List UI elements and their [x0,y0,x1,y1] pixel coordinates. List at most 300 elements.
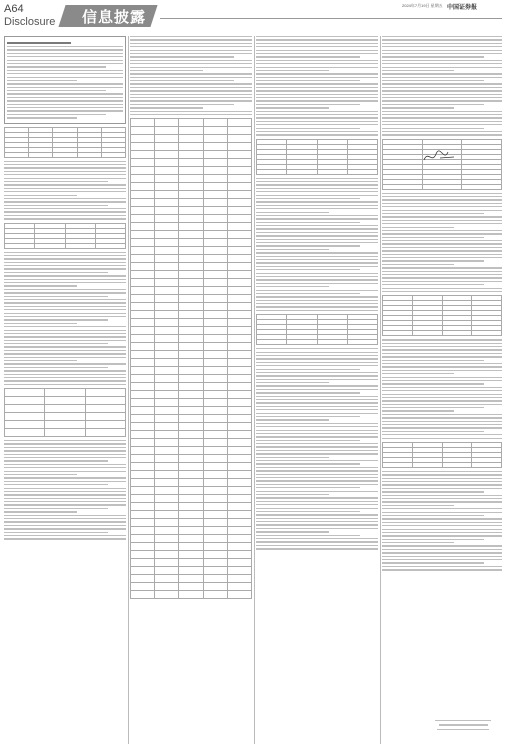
text-line [4,528,126,529]
text-line [382,267,502,268]
table-cell [227,423,251,431]
table-cell [155,127,179,135]
text-line [7,46,123,47]
table-cell [227,319,251,327]
table-cell [131,311,155,319]
text-line [256,97,378,98]
text-line [382,240,502,241]
table-cell [131,583,155,591]
table-cell [5,152,29,157]
table-cell [155,175,179,183]
table-cell [203,583,227,591]
page-header [0,0,506,34]
text-line [382,552,502,553]
text-line [4,511,77,512]
table-cell [287,340,317,345]
text-line [130,63,252,64]
table-cell [227,407,251,415]
text-line [382,532,502,533]
text-line [256,548,378,549]
table-cell [383,462,413,467]
table-cell [155,423,179,431]
table-cell [179,447,203,455]
text-line [382,264,454,265]
text-line [382,498,502,499]
text-line [4,501,126,502]
table-cell [227,215,251,223]
text-line [4,292,126,293]
table-cell [5,397,45,405]
table-cell [462,184,502,189]
text-line [4,191,126,192]
table-cell [179,327,203,335]
text-line [256,460,378,461]
page-code: A64 [4,3,24,15]
text-line [382,260,484,261]
text-line [4,380,126,381]
text-line [4,167,126,168]
table-cell [179,359,203,367]
text-line [382,206,502,207]
text-line [382,100,502,101]
text-line [382,53,502,54]
table-cell [227,503,251,511]
table-cell [203,183,227,191]
table-cell [155,191,179,199]
text-line [256,352,378,353]
text-line [382,529,502,530]
table-cell [131,351,155,359]
text-line [382,94,502,95]
text-line [256,87,378,88]
table-cell [179,151,203,159]
table-cell [203,207,227,215]
text-line [382,410,454,411]
table-cell [155,415,179,423]
text-line [4,268,126,269]
text-line [256,222,360,223]
table-cell [131,151,155,159]
text-line [382,199,502,200]
text-line [256,262,378,263]
text-line [7,53,123,54]
table-cell [179,383,203,391]
table-cell [155,463,179,471]
text-line [382,36,502,37]
text-line [4,370,126,371]
table-cell [131,431,155,439]
large-data-table [130,118,252,599]
text-line [7,93,123,94]
table-cell [227,151,251,159]
table-cell [131,215,155,223]
text-line [256,128,360,129]
table-row [131,175,252,183]
text-line [256,369,360,370]
text-line [256,50,378,51]
text-line [4,302,126,303]
text-line [4,205,108,206]
text-line [256,453,378,454]
text-line [256,208,378,209]
table-cell [155,519,179,527]
text-line [382,203,502,204]
table-cell [85,405,125,413]
table-cell [131,207,155,215]
text-line [382,535,502,536]
text-line [382,128,484,129]
table-row [131,319,252,327]
table-cell [45,405,85,413]
table-cell [203,527,227,535]
table-cell [227,479,251,487]
table-cell [203,455,227,463]
table-row [131,391,252,399]
text-line [256,497,378,498]
table-cell [203,303,227,311]
text-line [256,446,378,447]
text-line [4,467,126,468]
table-cell [155,551,179,559]
text-line [382,383,484,384]
text-line [382,243,502,244]
table-cell [203,279,227,287]
text-line [7,100,123,101]
table-cell [227,359,251,367]
table-row [131,503,252,511]
table-cell [257,340,287,345]
text-line [256,121,378,122]
table-cell [131,359,155,367]
table-cell [179,127,203,135]
text-line [382,60,502,61]
table-cell [227,511,251,519]
table-cell [85,429,125,437]
table-cell [155,183,179,191]
text-line [256,528,378,529]
table-cell [227,367,251,375]
table-cell [203,479,227,487]
table-cell [227,127,251,135]
table-cell [227,287,251,295]
table-row [5,243,126,248]
table-cell [179,567,203,575]
text-line [382,380,502,381]
table-row [131,439,252,447]
table-cell [179,143,203,151]
text-line [256,249,329,250]
table-cell [45,389,85,397]
table-cell [203,559,227,567]
text-line [256,385,378,386]
text-line [382,39,502,40]
table-cell [131,127,155,135]
table-cell [155,231,179,239]
table-row [131,471,252,479]
text-line [382,274,502,275]
table-cell [347,169,377,174]
text-line [4,535,126,536]
text-line [130,67,252,68]
table-cell [203,167,227,175]
table-row [131,183,252,191]
table-row [131,151,252,159]
text-line [256,396,378,397]
table-row [131,479,252,487]
text-line [382,346,502,347]
text-line [382,400,502,401]
text-line [382,46,502,47]
text-line [256,416,360,417]
text-line [382,397,502,398]
table-cell [131,543,155,551]
text-line [4,211,126,212]
text-line [256,436,378,437]
table-cell [383,331,413,336]
text-line [4,323,77,324]
table-cell [131,447,155,455]
text-line [256,514,378,515]
text-line [4,346,126,347]
table-cell [131,223,155,231]
table-cell [203,135,227,143]
table-cell [203,247,227,255]
table-cell [227,199,251,207]
table-row [131,279,252,287]
text-line [4,299,126,300]
text-line [130,36,252,37]
text-line [130,94,252,95]
body-text [4,252,126,386]
table-cell [131,527,155,535]
text-line [4,343,108,344]
text-line [256,77,378,78]
table-cell [179,303,203,311]
table-cell [179,263,203,271]
text-line [256,276,378,277]
table-cell [179,583,203,591]
table-cell [227,255,251,263]
text-line [256,181,378,182]
table-cell [85,421,125,429]
table-cell [29,152,53,157]
text-line [256,225,378,226]
text-line [256,239,378,240]
text-line [382,67,502,68]
table-cell [179,455,203,463]
text-line [256,36,378,37]
text-line [382,390,502,391]
table-cell [179,271,203,279]
text-line [382,250,502,251]
table-cell [179,407,203,415]
table-cell [203,487,227,495]
table-cell [179,463,203,471]
table-cell [203,215,227,223]
text-line [130,100,252,101]
table-cell [85,389,125,397]
table-cell [179,519,203,527]
table-cell [179,287,203,295]
text-line [382,257,502,258]
table-cell [179,319,203,327]
body-text [4,161,126,220]
text-line [256,215,378,216]
table-cell [155,575,179,583]
table-cell [179,279,203,287]
text-line [382,491,484,492]
table-cell [179,167,203,175]
text-line [256,440,360,441]
table-row [131,399,252,407]
text-line [256,413,378,414]
table-cell [203,159,227,167]
text-line [256,114,378,115]
table-cell [179,575,203,583]
table-cell [155,343,179,351]
table-cell [203,287,227,295]
text-line [256,494,329,495]
text-line [256,205,378,206]
table-cell [179,527,203,535]
text-line [256,419,329,420]
table-cell [179,175,203,183]
table-cell [203,511,227,519]
text-line [7,70,123,71]
table-cell [179,207,203,215]
table-cell [227,223,251,231]
table-cell [227,551,251,559]
table-cell [227,431,251,439]
table-cell [227,231,251,239]
table-row [383,462,502,467]
text-line [256,73,378,74]
data-table [256,314,378,345]
table-cell [131,439,155,447]
text-line [130,77,252,78]
table-cell [131,415,155,423]
table-row [131,383,252,391]
text-line [4,316,126,317]
table-cell [155,567,179,575]
text-line [4,171,126,172]
table-cell [5,243,35,248]
table-cell [227,415,251,423]
table-cell [203,551,227,559]
text-line [256,457,329,458]
text-line [256,80,360,81]
header-rule [160,18,502,19]
table-cell [155,367,179,375]
text-line [256,252,378,253]
table-cell [179,591,203,599]
text-line [256,389,378,390]
table-cell [155,439,179,447]
section-title-en: Disclosure [4,16,56,28]
table-cell [179,375,203,383]
text-line [256,104,360,105]
table-cell [5,429,45,437]
text-line [256,212,329,213]
text-line [130,114,252,115]
text-line [4,289,126,290]
text-line [7,107,123,108]
table-cell [227,263,251,271]
text-line [4,296,108,297]
table-row [131,191,252,199]
text-line [4,374,126,375]
table-cell [155,335,179,343]
table-cell [155,479,179,487]
text-line [4,491,126,492]
text-line [256,100,378,101]
table-cell [179,495,203,503]
text-line [256,218,378,219]
table-row [131,167,252,175]
table-cell [155,455,179,463]
text-line [256,358,378,359]
table-cell [155,159,179,167]
table-cell [203,223,227,231]
table-row [131,423,252,431]
table-row [131,255,252,263]
text-line [256,362,378,363]
table-cell [131,335,155,343]
table-cell [131,295,155,303]
table-cell [227,135,251,143]
text-line [256,266,378,267]
table-cell [179,351,203,359]
text-line [4,350,126,351]
text-line [382,97,502,98]
text-line [256,541,378,542]
table-row [131,495,252,503]
table-cell [227,383,251,391]
table-cell [227,183,251,191]
table-row [257,340,378,345]
table-cell [227,583,251,591]
text-line [382,227,454,228]
table-cell [203,567,227,575]
text-line [4,464,126,465]
text-line [382,474,502,475]
table-cell [155,583,179,591]
text-line [382,230,502,231]
text-line [382,471,502,472]
table-cell [131,231,155,239]
table-cell [179,231,203,239]
text-line [256,191,378,192]
table-cell [203,327,227,335]
text-line [4,504,126,505]
text-line [256,256,378,257]
text-line [130,83,252,84]
table-cell [179,335,203,343]
table-cell [179,311,203,319]
table-row [131,287,252,295]
text-line [4,255,126,256]
data-table [4,223,126,249]
table-cell [155,527,179,535]
text-line [256,63,378,64]
table-row [131,447,252,455]
table-row [131,343,252,351]
table-cell [131,511,155,519]
table-row [131,223,252,231]
table-cell [131,383,155,391]
text-line [4,481,126,482]
text-line [382,370,502,371]
